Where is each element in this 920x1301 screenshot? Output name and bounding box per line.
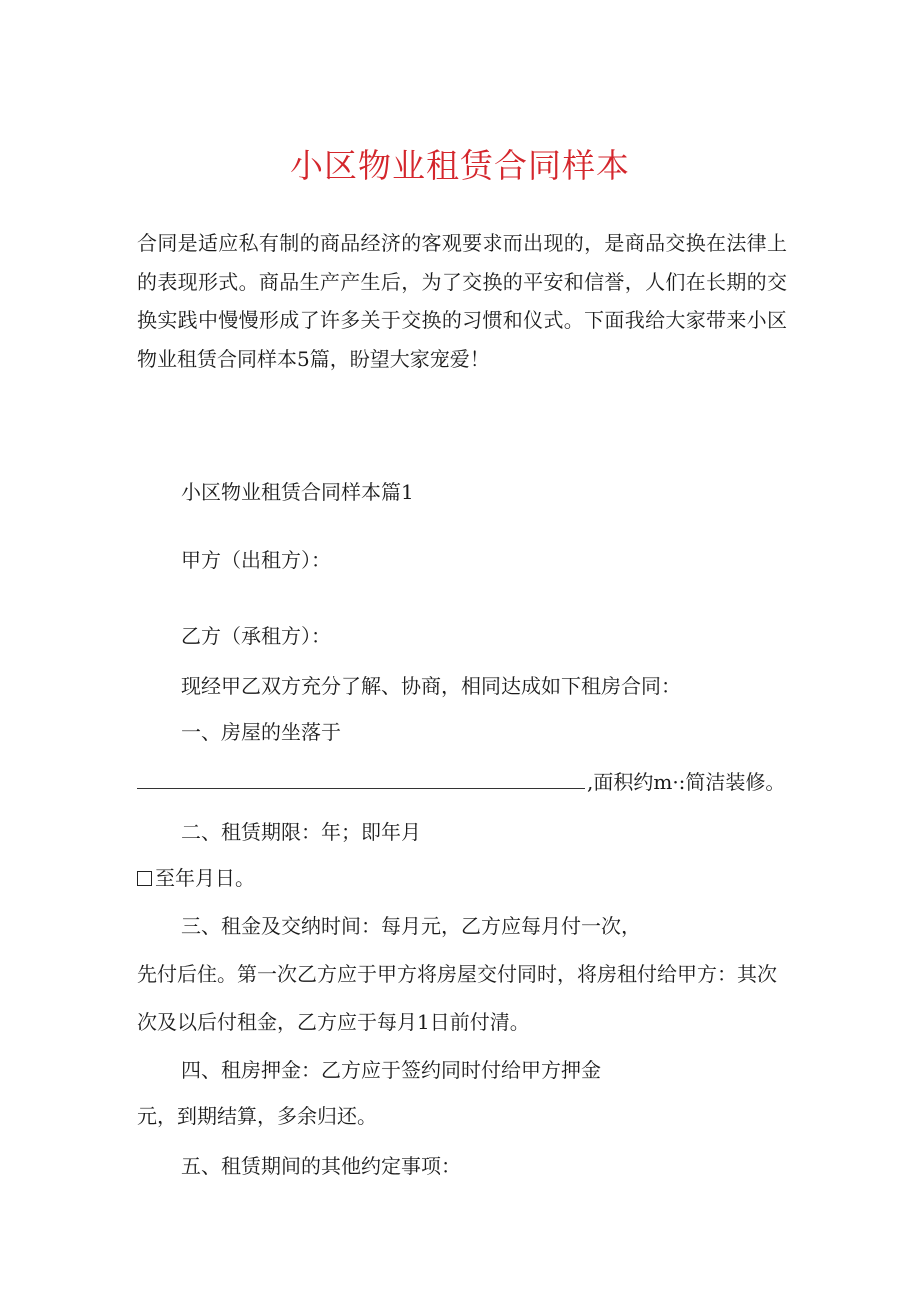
address-blank-line bbox=[137, 768, 585, 789]
clause-4-continuation: 元，到期结算，多余归还。 bbox=[137, 1104, 377, 1128]
checkbox-square-icon bbox=[137, 871, 152, 886]
intro-paragraph: 合同是适应私有制的商品经济的客观要求而出现的，是商品交换在法律上的表现形式。商品生产产生后，为了交换的平安和信誉，人们在长期的交换实践中慢慢形成了许多关于交换的习惯和仪式。下面我给大家带来小区物业租赁合同样本5篇，盼望大家宠爱！ bbox=[137, 231, 787, 371]
clause-1-tail: ,面积约m·:简洁装修。 bbox=[587, 770, 786, 794]
clause-1: 一、房屋的坐落于 bbox=[181, 720, 341, 744]
party-a-line: 甲方（出租方）： bbox=[181, 548, 331, 572]
section-heading: 小区物业租赁合同样本篇1 bbox=[181, 480, 414, 504]
clause-2-cont-text: 至年月日。 bbox=[155, 866, 255, 890]
party-b-line: 乙方（承租方）： bbox=[181, 624, 331, 648]
clause-4: 四、租房押金：乙方应于签约同时付给甲方押金 bbox=[181, 1058, 601, 1082]
agreement-line: 现经甲乙双方充分了解、协商，相同达成如下租房合同： bbox=[181, 674, 681, 698]
clause-3-continuation-1: 先付后住。第一次乙方应于甲方将房屋交付同时，将房租付给甲方：其次 bbox=[137, 962, 777, 986]
document-title: 小区物业租赁合同样本 bbox=[290, 146, 630, 185]
clause-5: 五、租赁期间的其他约定事项： bbox=[181, 1154, 461, 1178]
clause-2-continuation bbox=[137, 864, 255, 892]
clause-2: 二、租赁期限：年；即年月 bbox=[181, 820, 421, 844]
clause-3-continuation-2: 次及以后付租金，乙方应于每月1日前付清。 bbox=[137, 1010, 530, 1034]
clause-3: 三、租金及交纳时间：每月元，乙方应每月付一次， bbox=[181, 914, 641, 938]
clause-1-continuation bbox=[137, 768, 785, 796]
